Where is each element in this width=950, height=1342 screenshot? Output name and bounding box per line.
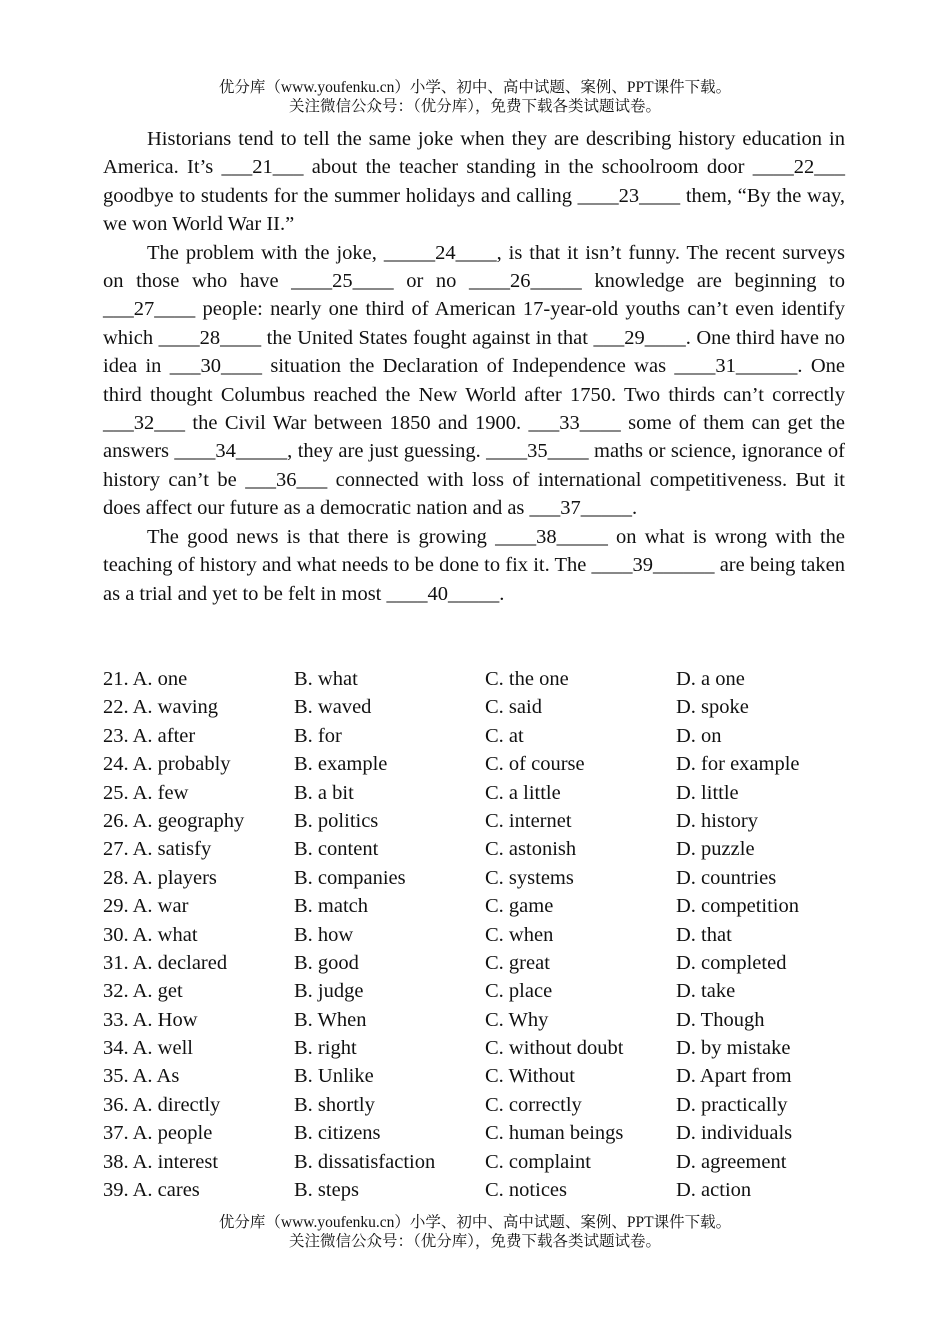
option-b: B. steps [294,1179,359,1202]
question-row-27 [103,835,863,863]
option-b: B. politics [294,809,379,832]
option-b: B. right [294,1037,357,1060]
question-row-30 [103,921,863,949]
passage-paragraph-1: Historians tend to tell the same joke when they are describing history education in America. It’s ___21___ about the teacher standing in the schoolroom door ____22___ goodbye to students for the summer holidays and calling ____23____ them, “By the way, we won World War II.” [103,128,845,236]
option-b: B. dissatisfaction [294,1150,436,1173]
option-b: B. good [294,951,359,974]
question-row-31 [103,949,863,977]
option-d: D. competition [676,895,799,918]
option-a: 28. A. players [103,866,217,889]
option-a: 31. A. declared [103,951,228,974]
option-d: D. action [676,1179,752,1202]
option-c: C. Without [485,1065,575,1088]
header-line-1: 优分库（www.youfenku.cn）小学、初中、高中试题、案例、PPT课件下载。 [218,79,732,96]
option-a: 26. A. geography [103,809,245,832]
option-c: C. astonish [485,838,577,861]
question-row-34 [103,1034,863,1062]
question-row-21 [103,665,863,693]
option-d: D. history [676,809,758,832]
option-d: D. by mistake [676,1037,791,1060]
page-footer [0,1213,950,1251]
option-a: 39. A. cares [103,1179,200,1202]
cloze-passage [103,125,845,608]
option-b: B. example [294,753,388,776]
option-b: B. citizens [294,1122,381,1145]
option-d: D. on [676,724,722,747]
page-header [0,78,950,116]
option-a: 21. A. one [103,668,188,690]
passage-paragraph-2: The problem with the joke, _____24____, is that it isn’t funny. The recent surveys on those who have ____25____ or no ____26_____ knowledge are beginning to ___27____ people: nearly one third of American 17-year-old youths can’t even identify which ____28____ the United States fought against in that ___29____. One third have no idea in ___30____ situation the Declaration of Independence was ____31______. One third thought Columbus reached the New World after 1750. Two thirds can’t correctly ___32___ the Civil War between 1850 and 1900. ___33____ some of them can get the answers ____34_____, they are just guessing. ____35____ maths or science, ignorance of history can’t be ___36___ connected with loss of international competitiveness. But it does affect our future as a democratic nation and as ___37_____. [103,241,845,520]
option-b: B. how [294,923,354,946]
question-row-22 [103,693,863,721]
option-c: C. place [485,980,553,1003]
option-a: 22. A. waving [103,696,219,719]
option-d: D. Apart from [676,1065,792,1088]
option-a: 32. A. get [103,980,183,1003]
option-b: B. Unlike [294,1065,374,1088]
option-c: C. internet [485,809,572,832]
option-a: 38. A. interest [103,1150,219,1173]
option-c: C. a little [485,781,561,804]
question-row-28 [103,864,863,892]
option-d: D. that [676,923,732,946]
option-c: C. without doubt [485,1037,624,1060]
option-c: C. the one [485,668,569,690]
option-b: B. shortly [294,1093,375,1116]
question-row-26 [103,807,863,835]
question-row-24 [103,750,863,778]
option-d: D. Though [676,1008,765,1031]
option-d: D. puzzle [676,838,755,861]
question-row-38 [103,1148,863,1176]
footer-line-1: 优分库（www.youfenku.cn）小学、初中、高中试题、案例、PPT课件下载。 [218,1214,732,1231]
option-c: C. at [485,724,524,747]
option-c: C. when [485,923,554,946]
option-b: B. When [294,1008,367,1031]
option-a: 27. A. satisfy [103,838,212,861]
option-b: B. companies [294,866,406,889]
option-c: C. correctly [485,1093,582,1116]
option-c: C. systems [485,866,574,889]
header-line-2: 关注微信公众号：（优分库），免费下载各类试题试卷。 [288,98,661,115]
option-c: C. human beings [485,1122,624,1145]
option-d: D. a one [676,668,745,690]
question-row-25 [103,779,863,807]
footer-line-2: 关注微信公众号：（优分库），免费下载各类试题试卷。 [288,1233,661,1250]
option-c: C. complaint [485,1150,591,1173]
option-c: C. said [485,696,542,719]
option-c: C. great [485,951,550,974]
option-b: B. content [294,838,379,861]
option-a: 36. A. directly [103,1093,221,1116]
option-d: D. countries [676,866,777,889]
option-b: B. for [294,724,342,747]
option-d: D. practically [676,1093,788,1116]
option-d: D. completed [676,951,787,974]
option-c: C. notices [485,1179,567,1202]
option-d: D. spoke [676,696,749,719]
question-row-23 [103,722,863,750]
option-c: C. of course [485,753,585,776]
answer-options [103,665,863,1204]
question-row-33 [103,1006,863,1034]
question-row-37 [103,1119,863,1147]
question-row-29 [103,892,863,920]
option-b: B. a bit [294,781,354,804]
option-b: B. waved [294,696,372,719]
option-a: 35. A. As [103,1065,180,1088]
option-a: 30. A. what [103,923,198,946]
question-row-32 [103,977,863,1005]
option-d: D. take [676,980,736,1003]
option-d: D. agreement [676,1150,787,1173]
option-a: 34. A. well [103,1037,193,1060]
option-b: B. judge [294,980,364,1003]
option-a: 24. A. probably [103,753,231,776]
question-row-35 [103,1062,863,1090]
option-a: 25. A. few [103,781,189,804]
option-a: 29. A. war [103,895,189,918]
option-c: C. Why [485,1008,549,1031]
option-b: B. match [294,895,369,918]
option-d: D. for example [676,753,800,776]
passage-paragraph-3: The good news is that there is growing ____38_____ on what is wrong with the teaching of history and what needs to be done to fix it. The ____39______ are being taken as a trial and yet to be felt in most ____40_____. [103,525,845,605]
option-c: C. game [485,895,554,918]
option-a: 37. A. people [103,1122,213,1145]
option-d: D. individuals [676,1122,793,1145]
question-row-39 [103,1176,863,1204]
option-a: 33. A. How [103,1008,198,1031]
option-d: D. little [676,781,739,804]
option-b: B. what [294,668,358,690]
option-a: 23. A. after [103,724,196,747]
question-row-36 [103,1091,863,1119]
